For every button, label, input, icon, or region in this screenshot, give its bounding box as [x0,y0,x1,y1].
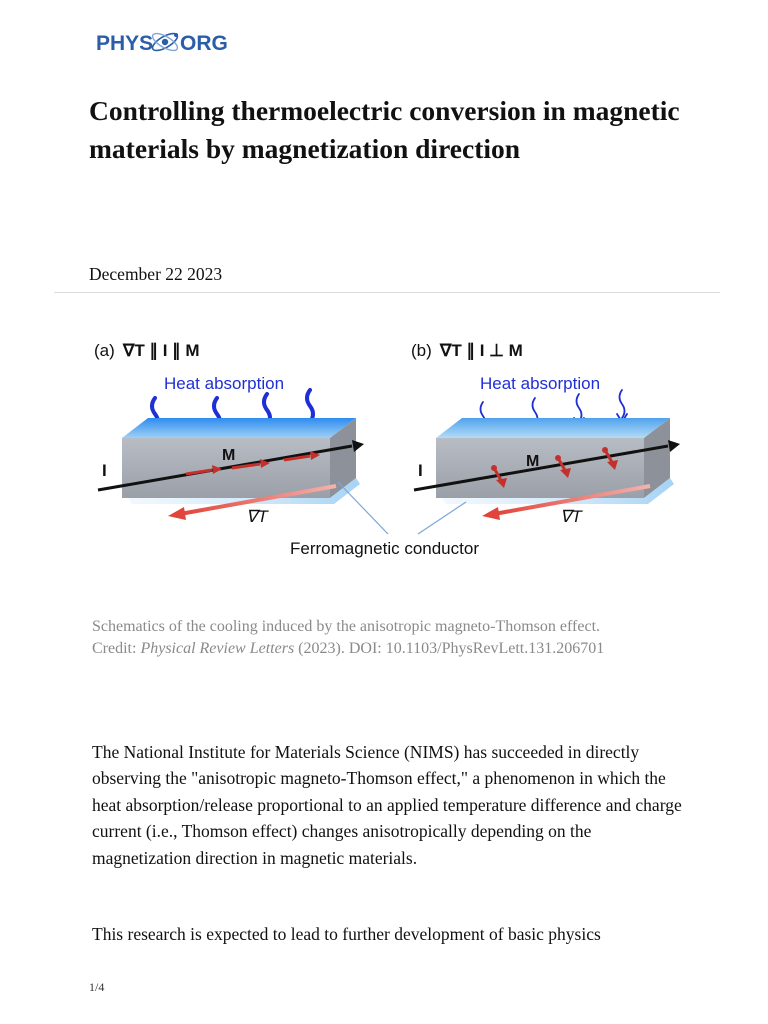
article-date: December 22 2023 [89,264,223,284]
logo-text-phys: PHYS [96,32,154,55]
panel-a-heat-label: Heat absorption [164,374,285,393]
panel-b [411,341,680,526]
panel-a [94,341,364,526]
physorg-logo[interactable] [96,26,236,60]
article-title: Controlling thermoelectric conversion in magnetic materials by magnetization direction [89,95,680,164]
panel-a-current-label: I [102,461,107,480]
panel-b-letter: (b) [411,341,432,360]
article-figure [88,326,686,574]
figure-caption [92,616,712,660]
logo-text-org: ORG [180,32,228,55]
panel-b-gradient-label: ∇T [560,507,582,526]
panel-a-slab-top [122,418,356,438]
header-divider [54,292,720,293]
body-paragraph-2: This research is expected to lead to further development of basic physics [92,924,601,944]
panel-b-current-label: I [418,461,423,480]
panel-a-m-label: M [222,447,236,464]
panel-b-relation: ∇T ∥ I ⊥ M [440,341,523,360]
caption-credit: Credit: Physical Review Letters (2023). DOI: 10.1103/PhysRevLett.131.206701 [92,640,605,657]
body-paragraph-1: The National Institute for Materials Science (NIMS) has succeeded in directly observing the "anisotropic magneto-Thomson effect," a phenomenon in which the heat absorption/release proportional to an applied temperature difference and charge current (i.e., Thomson effect) changes anisotropically depending on the magnetization direction in magnetic materials. [92,742,682,868]
caption-journal: Physical Review Letters [140,640,295,657]
caption-description: Schematics of the cooling induced by the anisotropic magneto-Thomson effect. [92,618,601,635]
panel-b-heat-label: Heat absorption [480,374,601,393]
atom-icon [150,30,180,54]
panel-a-gradient-label: ∇T [246,507,268,526]
panel-b-m-label: M [526,453,540,470]
panel-a-letter: (a) [94,341,115,360]
page-number: 1/4 [89,980,105,994]
panel-a-relation: ∇T ∥ I ∥ M [123,341,200,360]
conductor-label: Ferromagnetic conductor [290,539,479,558]
panel-b-slab-top [436,418,670,438]
